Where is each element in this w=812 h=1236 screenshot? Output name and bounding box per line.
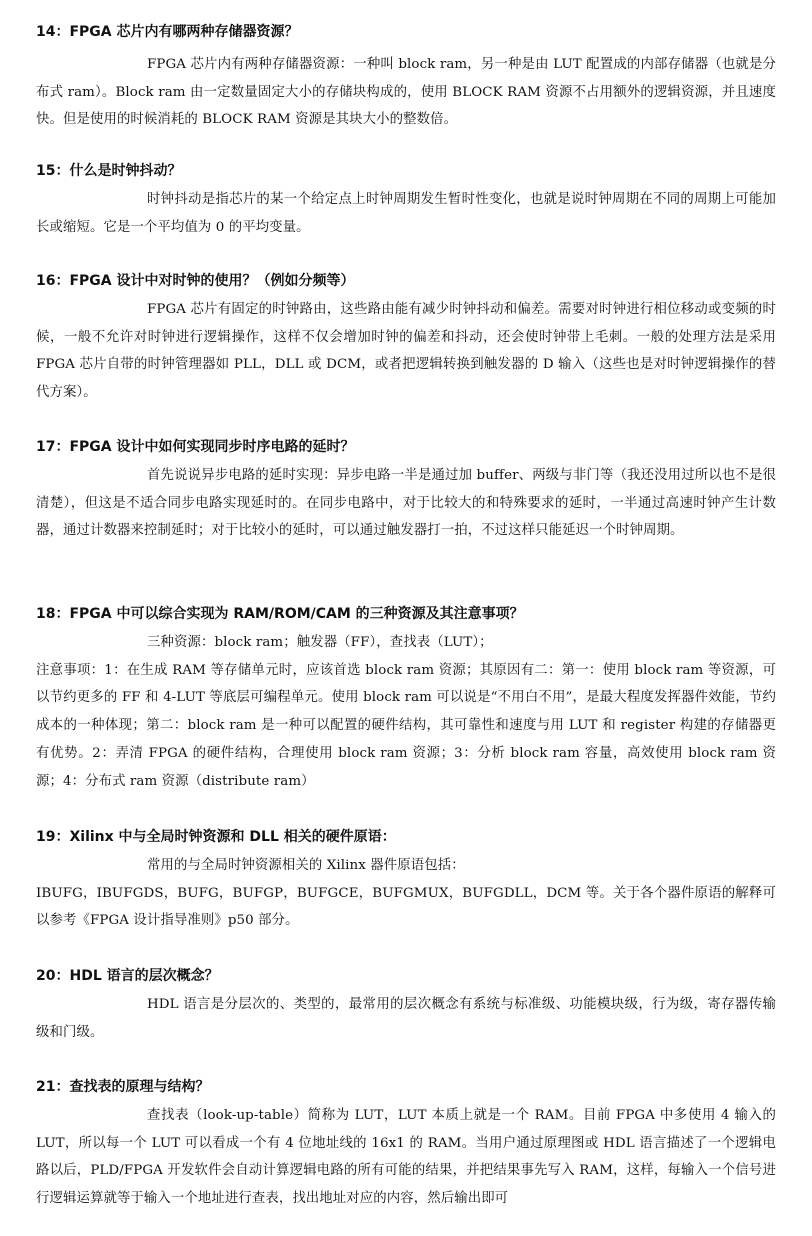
answer-paragraph: FPGA 芯片内有两种存储器资源：一种叫 block ram，另一种是由 LUT 配置成的内部存储器（也就是分布式 ram）。Block ram 由一定数量固定大小的存储块构成的，使用 BLOCK RAM 资源不占用额外的逻辑资源，并且速度快。但是使用的时候消耗的 BLOCK RAM 资源是其块大小的整数倍。 bbox=[36, 57, 776, 128]
question-16 bbox=[36, 271, 776, 407]
question-14 bbox=[36, 22, 776, 134]
question-18 bbox=[36, 604, 776, 795]
question-title: 19：Xilinx 中与全局时钟资源和 DLL 相关的硬件原语： bbox=[36, 829, 396, 845]
question-title: 16：FPGA 设计中对时钟的使用？（例如分频等） bbox=[36, 273, 355, 289]
question-title: 20：HDL 语言的层次概念？ bbox=[36, 968, 219, 984]
answer-paragraph: HDL 语言是分层次的、类型的，最常用的层次概念有系统与标准级、功能模块级，行为级，寄存器传输级和门级。 bbox=[36, 997, 776, 1040]
answer-paragraph: 首先说说异步电路的延时实现：异步电路一半是通过加 buffer、两级与非门等（我还没用过所以也不是很清楚），但这是不适合同步电路实现延时的。在同步电路中，对于比较大的和特殊要求的延时，一半通过高速时钟产生计数器，通过计数器来控制延时；对于比较小的延时，可以通过触发器打一拍，不过这样只能延迟一个时钟周期。 bbox=[36, 468, 776, 539]
question-21 bbox=[36, 1077, 776, 1213]
answer-paragraph: 时钟抖动是指芯片的某一个给定点上时钟周期发生暂时性变化，也就是说时钟周期在不同的周期上可能加长或缩短。它是一个平均值为 0 的平均变量。 bbox=[36, 192, 776, 235]
answer-paragraph: 三种资源：block ram；触发器（FF），查找表（LUT）； bbox=[147, 635, 493, 650]
question-19 bbox=[36, 827, 776, 935]
question-title: 15：什么是时钟抖动？ bbox=[36, 163, 182, 179]
question-17 bbox=[36, 437, 776, 545]
question-title: 17：FPGA 设计中如何实现同步时序电路的延时？ bbox=[36, 439, 355, 455]
answer-paragraph: FPGA 芯片有固定的时钟路由，这些路由能有减少时钟抖动和偏差。需要对时钟进行相位移动或变频的时候，一般不允许对时钟进行逻辑操作，这样不仅会增加时钟的偏差和抖动，还会使时钟带上毛刺。一般的处理方法是采用 FPGA 芯片自带的时钟管理器如 PLL，DLL 或 DCM，或者把逻辑转换到触发器的 D 输入（这些也是对时钟逻辑操作的替代方案）。 bbox=[36, 302, 776, 401]
question-15 bbox=[36, 161, 776, 241]
answer-paragraph: 常用的与全局时钟资源相关的 Xilinx 器件原语包括： bbox=[147, 858, 465, 873]
question-20 bbox=[36, 966, 776, 1046]
question-title: 14：FPGA 芯片内有哪两种存储器资源？ bbox=[36, 24, 299, 40]
answer-paragraph: 查找表（look-up-table）简称为 LUT，LUT 本质上就是一个 RAM。目前 FPGA 中多使用 4 输入的 LUT，所以每一个 LUT 可以看成一个有 4 位地址线的 16x1 的 RAM。当用户通过原理图或 HDL 语言描述了一个逻辑电路以后，PLD/FPGA 开发软件会自动计算逻辑电路的所有可能的结果，并把结果事先写入 RAM，这样，每输入一个信号进行逻辑运算就等于输入一个地址进行查表，找出地址对应的内容，然后输出即可 bbox=[36, 1108, 776, 1207]
question-title: 18：FPGA 中可以综合实现为 RAM/ROM/CAM 的三种资源及其注意事项？ bbox=[36, 606, 524, 622]
answer-paragraph: 注意事项：1：在生成 RAM 等存储单元时，应该首选 block ram 资源；其原因有二：第一：使用 block ram 等资源，可以节约更多的 FF 和 4-LUT 等底层可编程单元。使用 block ram 可以说是“不用白不用”，是最大程度发挥器件效能，节约成本的一种体现；第二：block ram 是一种可以配置的硬件结构，其可靠性和速度与用 LUT 和 register 构建的存储器更有优势。2：弄清 FPGA 的硬件结构，合理使用 block ram 资源；3：分析 block ram 容量，高效使用 block ram 资源；4：分布式 ram 资源（distribute ram） bbox=[36, 662, 776, 789]
answer-paragraph: IBUFG，IBUFGDS，BUFG，BUFGP，BUFGCE，BUFGMUX，BUFGDLL，DCM 等。关于各个器件原语的解释可以参考《FPGA 设计指导准则》p50 部分。 bbox=[36, 885, 776, 929]
question-title: 21：查找表的原理与结构？ bbox=[36, 1079, 210, 1095]
